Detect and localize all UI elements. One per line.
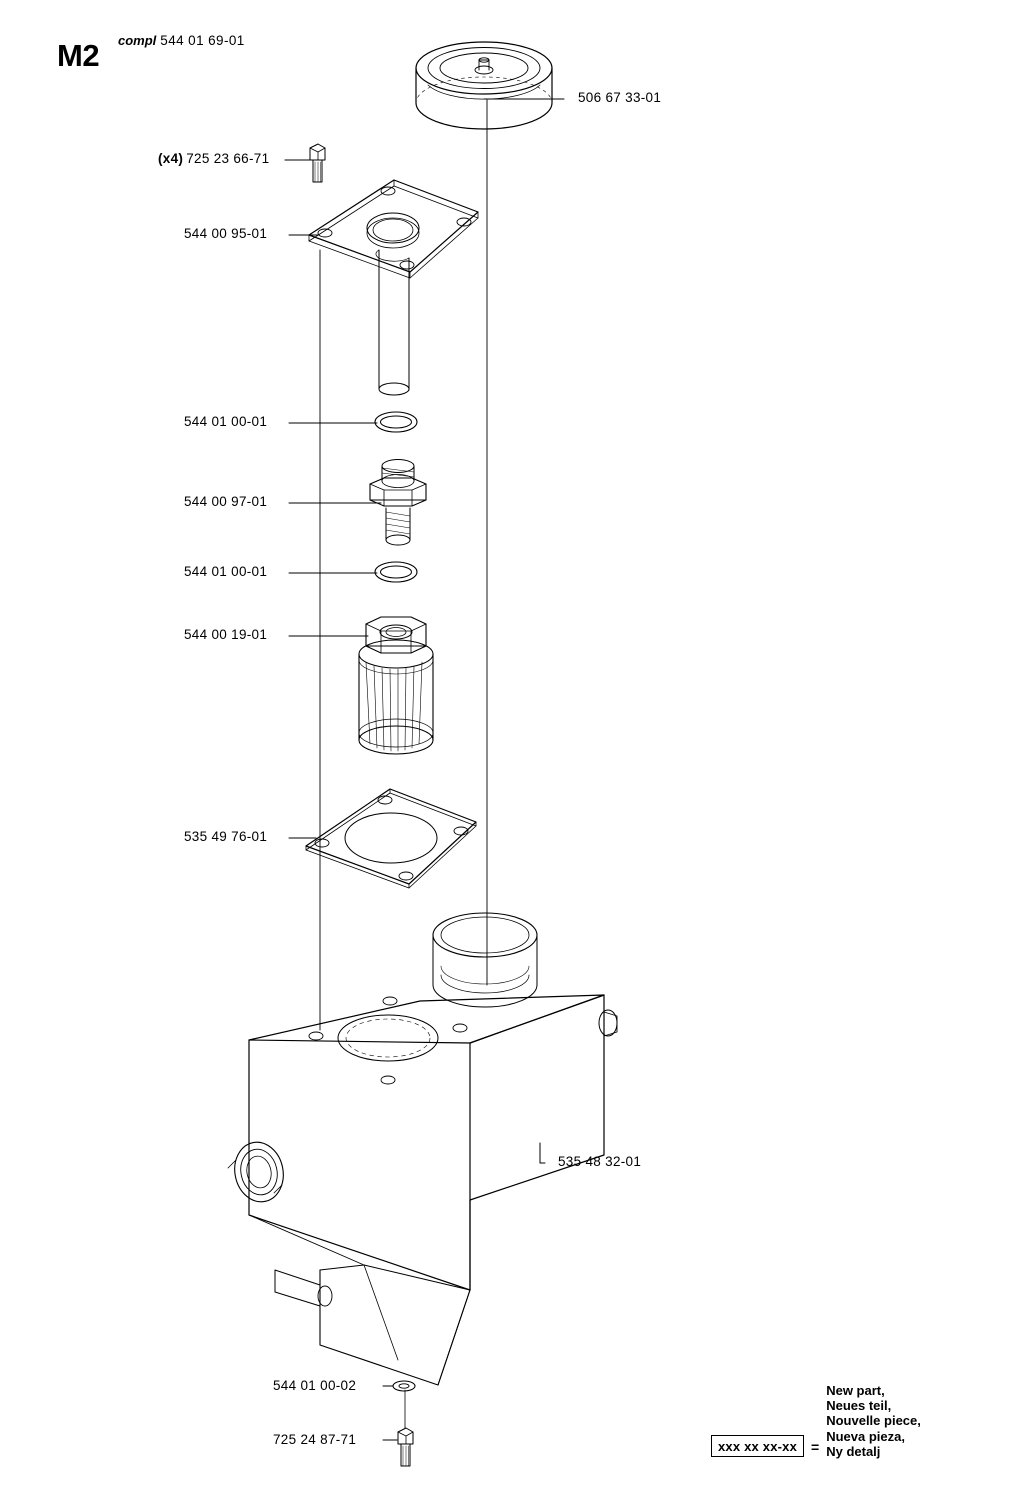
callout-gasket-text: 535 49 76-01 <box>184 829 268 844</box>
callout-flange-plate <box>184 227 267 241</box>
part-bolt <box>398 1390 413 1466</box>
part-flange-plate <box>309 180 478 395</box>
section-code: M2 <box>57 38 100 73</box>
part-filter <box>359 617 433 754</box>
legend-line-en: New part, <box>826 1383 885 1398</box>
legend-languages <box>826 1383 921 1459</box>
legend-line-de: Neues teil, <box>826 1398 892 1414</box>
callout-screw-x4 <box>158 152 269 166</box>
part-screw-x4 <box>310 144 325 182</box>
leader-housing <box>540 1143 545 1163</box>
callout-nipple-text: 544 00 97-01 <box>184 494 268 509</box>
part-o-ring-lower <box>375 562 417 582</box>
legend-line-es: Nueva pieza, <box>826 1428 905 1444</box>
legend-line-fr: Nouvelle piece, <box>826 1413 921 1429</box>
part-gasket <box>306 789 476 888</box>
callout-bolt <box>273 1433 356 1447</box>
part-o-ring-upper <box>375 412 417 432</box>
legend-placeholder-box: xxx xx xx-xx <box>711 1435 804 1457</box>
callout-gasket <box>184 830 267 844</box>
callout-o-ring-lower-text: 544 01 00-01 <box>184 564 268 579</box>
callout-nipple <box>184 495 267 509</box>
callout-filter-text: 544 00 19-01 <box>184 627 268 642</box>
legend-equals: = <box>811 1439 820 1456</box>
callout-screw-text: 725 23 66-71 <box>186 151 270 166</box>
callout-flange-plate-text: 544 00 95-01 <box>184 226 268 241</box>
callout-o-ring-upper-text: 544 01 00-01 <box>184 414 268 429</box>
compl-number: 544 01 69-01 <box>160 33 245 48</box>
compl-label: compl <box>118 33 157 48</box>
part-nipple <box>370 460 426 546</box>
callout-o-ring-upper <box>184 415 267 429</box>
part-cap <box>416 42 552 129</box>
callout-housing-text: 535 48 32-01 <box>558 1154 642 1169</box>
callout-o-ring-lower <box>184 565 267 579</box>
callout-washer-text: 544 01 00-02 <box>273 1378 357 1393</box>
callout-washer <box>273 1379 356 1393</box>
callout-housing <box>558 1155 641 1169</box>
callout-bolt-text: 725 24 87-71 <box>273 1432 357 1447</box>
legend <box>711 1383 921 1459</box>
callout-cap-text: 506 67 33-01 <box>578 90 662 105</box>
callout-filter <box>184 628 267 642</box>
callout-cap <box>578 91 661 105</box>
part-washer <box>393 1381 415 1391</box>
callout-screw-qty: (x4) <box>158 151 184 166</box>
legend-line-sv: Ny detalj <box>826 1443 881 1459</box>
part-housing <box>228 913 617 1385</box>
